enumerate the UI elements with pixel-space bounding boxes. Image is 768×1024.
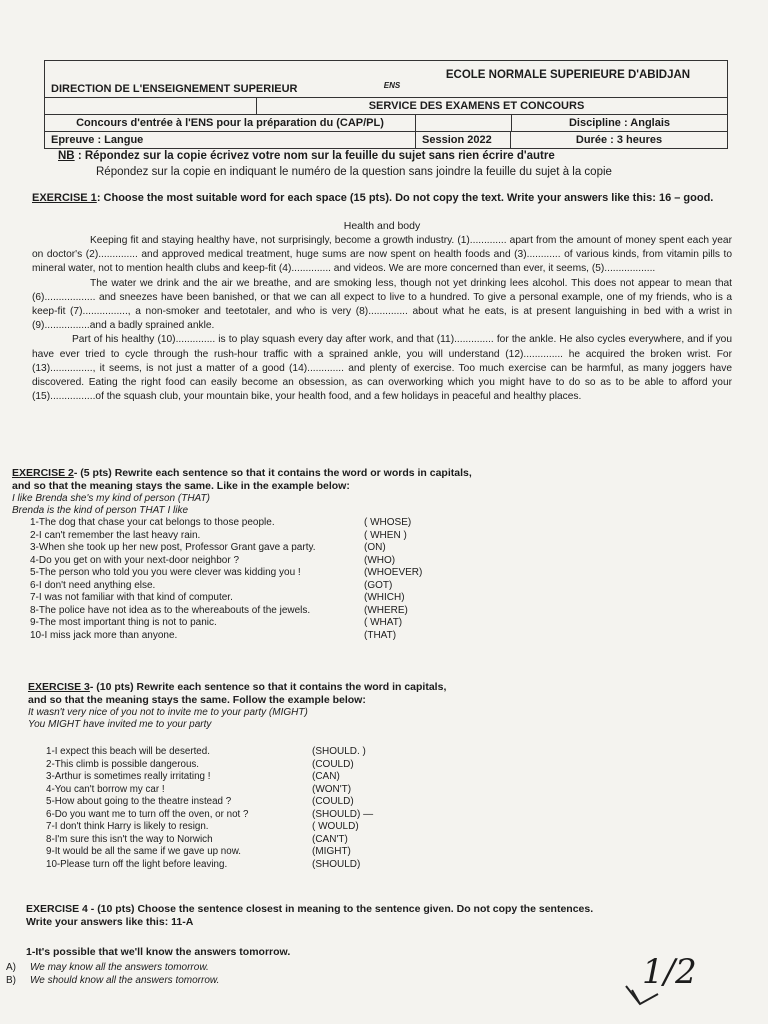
list-item: 9-It would be all the same if we gave up now. (MIGHT) (46, 846, 351, 857)
school-name: ECOLE NORMALE SUPERIEURE D'ABIDJAN (445, 69, 691, 81)
header-table (44, 60, 728, 149)
list-item: 6-Do you want me to turn off the oven, or not ? (SHOULD) — (46, 808, 374, 820)
list-item: 2-This climb is possible dangerous. (COULD) (46, 758, 354, 770)
exercise-2: EXERCISE 2- (5 pts) Rewrite each sentence so that it contains the word or words in capitals, and so that the meaning stays the same. Like in the example below: I like Brenda she's my kind of person (THAT) Brenda is the kind of person THAT I like 1-The dog that chase your cat belongs to those people. ( WHOSE) 2-I can't remember the last heavy rain. ( WHEN ) 3-When she took up her new post, Professor Grant gave a party. (ON) 4-Do you get on with your next-door neighbor ? (WHO) 5-The person who told you you were clever was kidding you ! (WHOEVER) 6-I don't need anything else. (GOT) 7-I was not familiar with that kind of computer. (WHICH) 8-The police have not idea as to the whereabouts of the jewels. (WHERE) 9-The most important thing is not to panic. ( WHAT) 10-I miss jack more than anyone. (THAT) (12, 466, 532, 642)
list-item: 8-I'm sure this isn't the way to Norwich (CAN'T) (46, 833, 348, 845)
list-item: 4-You can't borrow my car ! (WON'T) (46, 783, 352, 795)
example: Brenda is the kind of person THAT I like (12, 505, 189, 516)
list-item: 3-When she took up her new post, Professor Grant gave a party. (ON) (30, 542, 386, 553)
concours-label: Concours d'entrée à l'ENS pour la préparation du (CAP/PL) (76, 117, 384, 129)
list-item: 1-The dog that chase your cat belongs to those people. ( WHOSE) (30, 517, 412, 528)
epreuve-label: Epreuve : Langue (51, 134, 144, 146)
sentence-list (28, 746, 548, 871)
exercise-1 (32, 192, 732, 404)
list-item: 5-How about going to the theatre instead ? (COULD) (46, 796, 354, 807)
list-item: 1-I expect this beach will be deserted. (SHOULD. ) (46, 746, 366, 757)
nb-note-2: Répondez sur la copie en indiquant le numéro de la question sans joindre la feuille du sujet à la copie (96, 166, 612, 178)
option: A) We may know all the answers tomorrow. (6, 962, 209, 973)
paragraph: The water we drink and the air we breathe, and are smoking less, though not yet drinking lees alcohol. This does not appear to mean that (6).................. and sneezes have been banished, or that we can all expect to live to a hundred. To give a personal example, one of my friends, who is a keep-fit (7)................, a non-smoker and teetotaler, and who is very (8).............. about what he eats, is at present languishing in bed with a wrist in (9)................and a badly sprained ankle. (32, 277, 732, 332)
handwritten-arrow-icon (618, 950, 698, 1010)
example: You MIGHT have invited me to your party (28, 719, 212, 730)
list-item: 2-I can't remember the last heavy rain. ( WHEN ) (30, 529, 407, 541)
nb-note: NB : Répondez sur la copie écrivez votre nom sur la feuille du sujet sans rien écrire d'autre (58, 150, 555, 162)
page-number-handwritten: 1/2 (642, 952, 697, 992)
question: 1-It's possible that we'll know the answers tomorrow. (26, 946, 291, 958)
exercise-1-instruction: : Choose the most suitable word for each space (15 pts). Do not copy the text. Write your answers like this: 16 – good. (96, 192, 714, 204)
example: It wasn't very nice of you not to invite me to your party (MIGHT) (28, 707, 308, 718)
direction-label: DIRECTION DE L'ENSEIGNEMENT SUPERIEUR (51, 83, 298, 95)
list-item: 7-I was not familiar with that kind of computer. (WHICH) (30, 592, 405, 603)
list-item: 9-The most important thing is not to panic. ( WHAT) (30, 617, 403, 628)
sentence-list (12, 517, 532, 642)
duree-label: Durée : 3 heures (575, 134, 663, 146)
exercise-1-label: EXERCISE 1 (32, 192, 97, 204)
paragraph: Keeping fit and staying healthy have, not surprisingly, become a growth industry. (1)............. apart from the amount of money spent each year on doctor's (2).............. and approved medical treatment, huge sums are now spent on health foods and (3)............ of various kinds, from vitamin pills to mineral water, not to mention health clubs and keep-fit (4).............. and videos. We are more concerned than ever, it seems, (5).................. (32, 235, 732, 275)
list-item: 10-I miss jack more than anyone. (THAT) (30, 629, 397, 641)
list-item: 8-The police have not idea as to the whereabouts of the jewels. (WHERE) (30, 604, 408, 616)
exercise-3: EXERCISE 3- (10 pts) Rewrite each sentence so that it contains the word in capitals, and so that the meaning stays the same. Follow the example below: It wasn't very nice of you not to invite me to your party (MIGHT) You MIGHT have invited me to your party 1-I expect this beach will be deserted. (SHOULD. ) 2-This climb is possible dangerous. (COULD) 3-Arthur is sometimes really irritating ! (CAN) 4-You can't borrow my car ! (WON'T) 5-How about going to the theatre instead ? (COULD) 6-Do you want me to turn off the oven, or not ? (SHOULD) — 7-I don't think Harry is likely to resign. ( WOULD) 8-I'm sure this isn't the way to Norwich (CAN'T) 9-It would be all the same if we gave up now. (MIGHT) 10-Please turn off the light before leaving. (SHOULD) (28, 680, 548, 871)
example: I like Brenda she's my kind of person (THAT) (12, 493, 210, 504)
exercise-3-label: EXERCISE 3 (28, 681, 90, 693)
text-title: Health and body (343, 220, 421, 232)
exercise-4-label: EXERCISE 4 (26, 903, 88, 915)
list-item: 3-Arthur is sometimes really irritating ! (CAN) (46, 771, 340, 782)
list-item: 4-Do you get on with your next-door neighbor ? (WHO) (30, 554, 396, 566)
list-item: 5-The person who told you you were clever was kidding you ! (WHOEVER) (30, 567, 423, 578)
paragraph: Part of his healthy (10).............. is to play squash every day after work, and that (11).............. for the ankle. He also cycles everywhere, and if you have ever tried to cycle through the rush-hour traffic with a sprained ankle, you will understand (12).............. he acquired the broken wrist. For (13)..............., it seems, is not just a matter of a good (14)............. and plenty of exercise. Too much exercise can be harmful, as many joggers have discovered. Eating the right food can easily become an obsession, as can overworking which you might have to do so as to be able to afford your (15)................of the squash club, your mountain bike, your health food, and a few holidays in peaceful and healthy places. (32, 334, 732, 403)
session-label: Session 2022 (415, 132, 511, 148)
exercise-2-label: EXERCISE 2 (12, 467, 74, 479)
list-item: 7-I don't think Harry is likely to resign. ( WOULD) (46, 821, 359, 832)
option: B) We should know all the answers tomorrow. (6, 975, 220, 986)
list-item: 10-Please turn off the light before leaving. (SHOULD) (46, 858, 361, 870)
service-label: SERVICE DES EXAMENS ET CONCOURS (256, 98, 696, 114)
discipline-label: Discipline : Anglais (511, 115, 727, 131)
list-item: 6-I don't need anything else. (GOT) (30, 579, 393, 591)
ens-logo: ENS (383, 81, 401, 90)
exercise-4: EXERCISE 4 - (10 pts) Choose the sentence closest in meaning to the sentence given. Do not copy the sentences. Write your answers like this: 11-A 1-It's possible that we'll know the answers tomorrow. A) We may know all the answers tomorrow. B) We should know all the answers tomorrow. (26, 902, 726, 987)
